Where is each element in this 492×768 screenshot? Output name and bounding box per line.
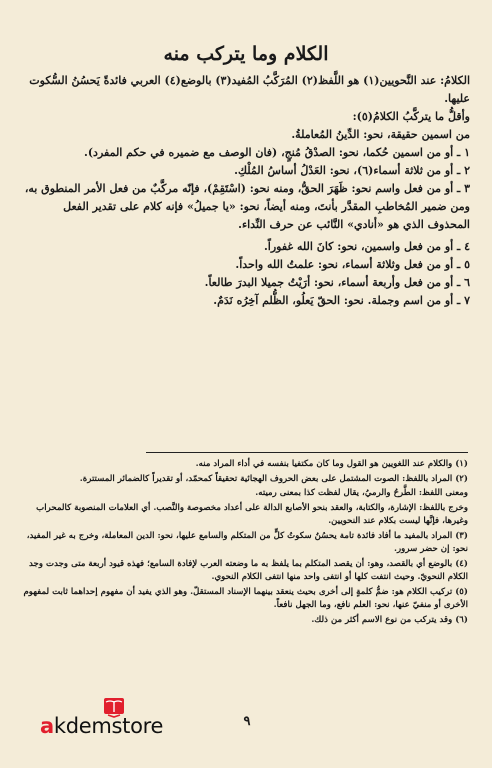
footnotes [22, 458, 468, 628]
footnote: وخرج باللفظ: الإشارة، والكتابة، والعقد بنحو الأصابع الدالة على أعداد مخصوصة والنَّصب. أي العلامات المنصوبة كالمحراب وغيرها، فإنَّها ليست بكلام عند النحويين. [36, 502, 468, 526]
page-content [22, 14, 470, 310]
body-paragraph: وأقلُّ ما يتركَّبُ الكلامُ(٥): [352, 110, 470, 123]
body-paragraph: ٣ ـ أو من فعل واسم نحو: ظَهَرَ الحقُّ، ومنه نحو: (اسْتَقِمْ)، فإنّه مركَّبٌ من فعل الأمر المنطوق به، ومن ضمير المُخاطبِ المقدَّر بأنتَ، ومنه أيضاً، نحو: «يا جميلُ» فإنه كلام على تقدير الفعل المحذوف الذي هو «أنادي» النَّائب عن حرف النِّداء. [24, 182, 470, 231]
body-paragraph: ١ ـ أو من اسمين حُكما، نحو: الصدْقُ مُنجٍ، (فان الوصف مع ضميره في حكم المفرد). [84, 146, 470, 159]
footnote: (٥) تركيب الكلام هو: ضمُّ كلمةٍ إلى أخرى بحيث ينعقد بينهما الإسناد المستقلّ. وهو الذي يفيد أن مفهوم إحداهما ثابت لمفهوم الأخرى أو منفيّ عنها، نحو: العلم نافع، وما الجهل نافعاً. [23, 586, 468, 610]
akdemstore-watermark [40, 696, 190, 736]
watermark-text: akdemstore [40, 714, 164, 738]
body-paragraph: الكلامُ: عند النَّحويين(١) هو اللَّفظ(٢) المُرَكَّبُ المُفيد(٣) بالوضع(٤) العربي فائدةً يَحسُنُ السُّكوت عليها. [29, 74, 470, 105]
footnote-divider [146, 452, 468, 453]
page-title: الكلام وما يتركب منه [163, 43, 329, 65]
footnote: (٤) بالوضع أي بالقصد، وهو: أن يقصد المتكلم بما يلفظ به ما وضعته العرب لإفادة السامع؛ فهذه قيود أربعة متى وجدت وجد الكلام النحويّ. وحيث انتفت كلها أو انتفى واحد منها انتفى الكلام النحوي. [29, 558, 468, 582]
page-number: ٩ [243, 714, 251, 729]
body-paragraph: من اسمين حقيقة، نحو: الدِّينُ المُعاملةُ. [291, 128, 470, 141]
footnote: (٣) المراد بالمفيد ما أفاد فائدة تامة يحسُنُ سكوتُ كلٍّ من المتكلم والسامع عليها، نحو: الدين المعاملة، وخرج به غير المفيد، نحو: إن حضر سرور. [26, 530, 468, 554]
body-paragraph: ٧ ـ أو من اسم وجملة. نحو: الحقّ يَعلُو، الظُّلم آخِرُه نَدَمٌ. [213, 294, 470, 307]
body-paragraph: ٥ ـ أو من فعل وثلاثة أسماء، نحو: علمتُ الله واحداً. [235, 258, 470, 271]
footnote: (٦) وقد يتركب من نوع الاسم أكثر من ذلك. [311, 614, 468, 625]
body-paragraph: ٤ ـ أو من فعل واسمين، نحو: كانَ الله غفوراً. [263, 240, 470, 253]
footnote: ومعنى اللفظ: الطَّرحُ والرميُ، يقال لفظت كذا بمعنى رميته. [255, 488, 468, 498]
body-paragraph: ٢ ـ أو من ثلاثة أسماء(٦)، نحو: العَدْلُ أساسُ المُلْكِ. [234, 164, 470, 177]
footnote: (١) والكلام عند اللغويين هو القول وما كان مكتفيا بنفسه في أداء المراد منه. [195, 459, 468, 469]
body-paragraph: ٦ ـ أو من فعل وأربعة أسماء، نحو: أرَيْتُ جميلا البدرَ طالعاً. [204, 276, 470, 289]
footnote: (٢) المراد باللفظ: الصوت المشتمل على بعض الحروف الهجائية تحقيقاً كمحمّد، أو تقديراً كالضمائر المستترة. [79, 473, 468, 484]
